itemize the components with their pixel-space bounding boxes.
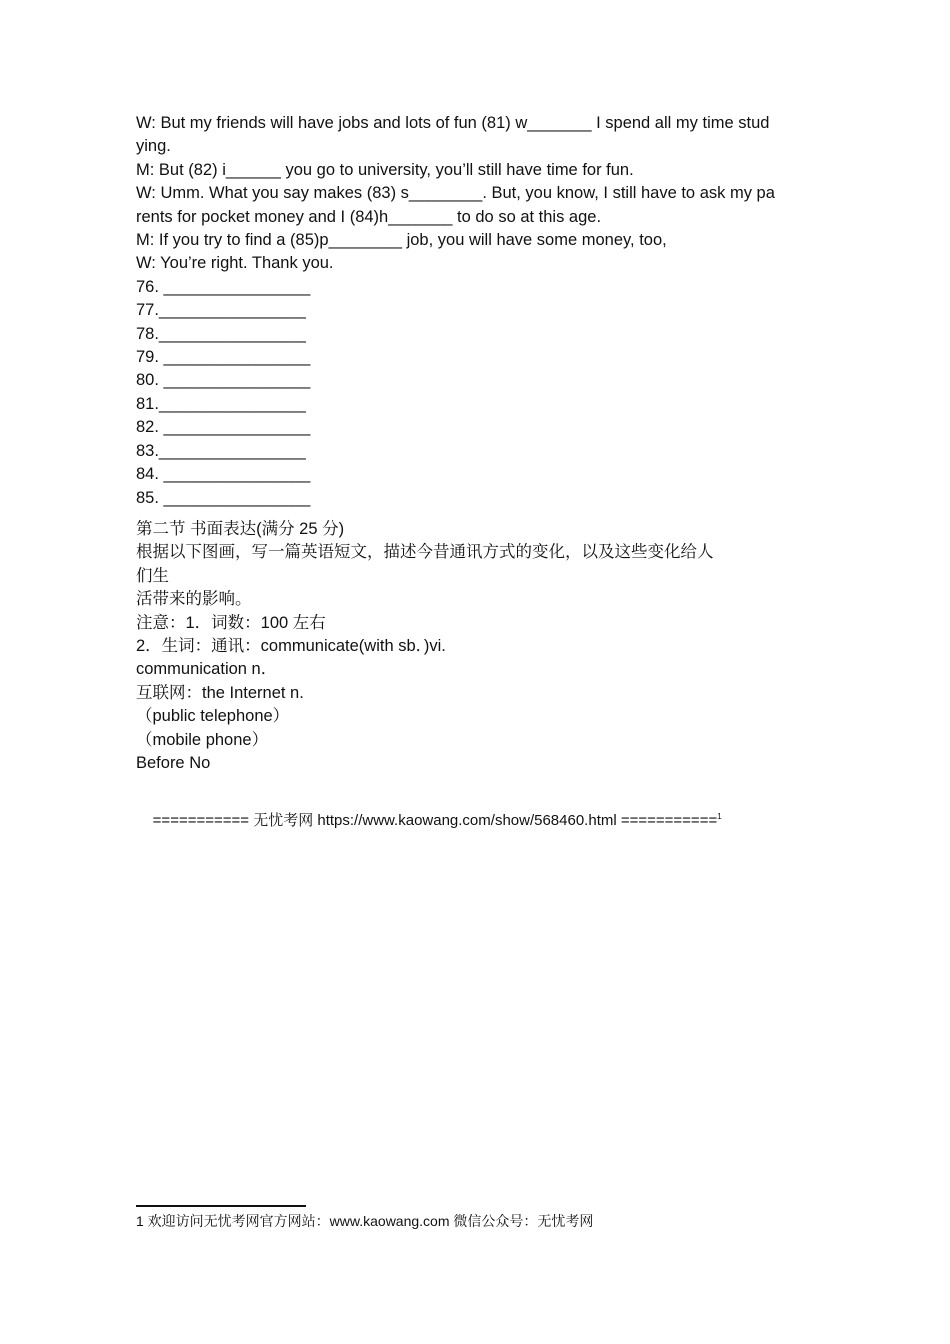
instruction-line: communication n． xyxy=(136,660,278,679)
writing-section xyxy=(136,518,826,775)
instruction-line: 注意：1．词数：100 左右 xyxy=(136,613,326,632)
answer-item: 77.________________ xyxy=(136,301,306,320)
instruction-line: 们生 xyxy=(136,566,169,585)
spacer xyxy=(136,775,826,791)
instruction-line: 互联网：the Internet n. xyxy=(136,683,304,702)
answer-item: 78.________________ xyxy=(136,324,306,343)
footnote-marker: 1 xyxy=(717,812,722,822)
section-title: 第二节 书面表达(满分 25 分) xyxy=(136,519,345,538)
instruction-line: 根据以下图画，写一篇英语短文，描述今昔通讯方式的变化，以及这些变化给人 xyxy=(136,543,714,562)
dialogue-line: ying. xyxy=(136,137,171,156)
spacer xyxy=(136,510,826,518)
instruction-line: Before No xyxy=(136,753,211,772)
instruction-line: （mobile phone） xyxy=(136,730,269,749)
answer-item: 82. ________________ xyxy=(136,418,311,437)
answer-item: 85. ________________ xyxy=(136,488,311,507)
footnote-separator xyxy=(136,1205,306,1207)
dialogue-line: W: You’re right. Thank you. xyxy=(136,254,334,273)
answer-item: 81.________________ xyxy=(136,394,306,413)
answer-blanks xyxy=(136,276,826,510)
instruction-line: 活带来的影响。 xyxy=(136,590,252,609)
footnote: 1 欢迎访问无忧考网官方网站：www.kaowang.com 微信公众号：无忧考网 xyxy=(136,1213,594,1229)
instruction-line: 2．生词：通讯：communicate(with sb．)vi. xyxy=(136,636,446,655)
dialogue-line: rents for pocket money and I (84)h_______ to do so at this age. xyxy=(136,207,602,226)
answer-item: 80. ________________ xyxy=(136,371,311,390)
dialogue-line: W: But my friends will have jobs and lots of fun (81) w_______ I spend all my time stud xyxy=(136,114,770,132)
answer-item: 76. ________________ xyxy=(136,277,311,296)
source-link[interactable]: =========== 无忧考网 https://www.kaowang.com/show/568460.html =========== xyxy=(152,812,718,830)
document-page xyxy=(136,112,826,851)
source-divider xyxy=(136,791,826,851)
dialogue-line: M: If you try to find a (85)p________ job, you will have some money, too, xyxy=(136,231,667,250)
answer-item: 83.________________ xyxy=(136,441,306,460)
dialogue-line: W: Umm. What you say makes (83) s________. But, you know, I still have to ask my pa xyxy=(136,184,775,203)
answer-item: 79. ________________ xyxy=(136,348,311,367)
dialogue-section xyxy=(136,112,826,276)
dialogue-line: M: But (82) i______ you go to university, you’ll still have time for fun. xyxy=(136,160,634,179)
answer-item: 84. ________________ xyxy=(136,465,311,484)
instruction-line: （public telephone） xyxy=(136,707,290,726)
